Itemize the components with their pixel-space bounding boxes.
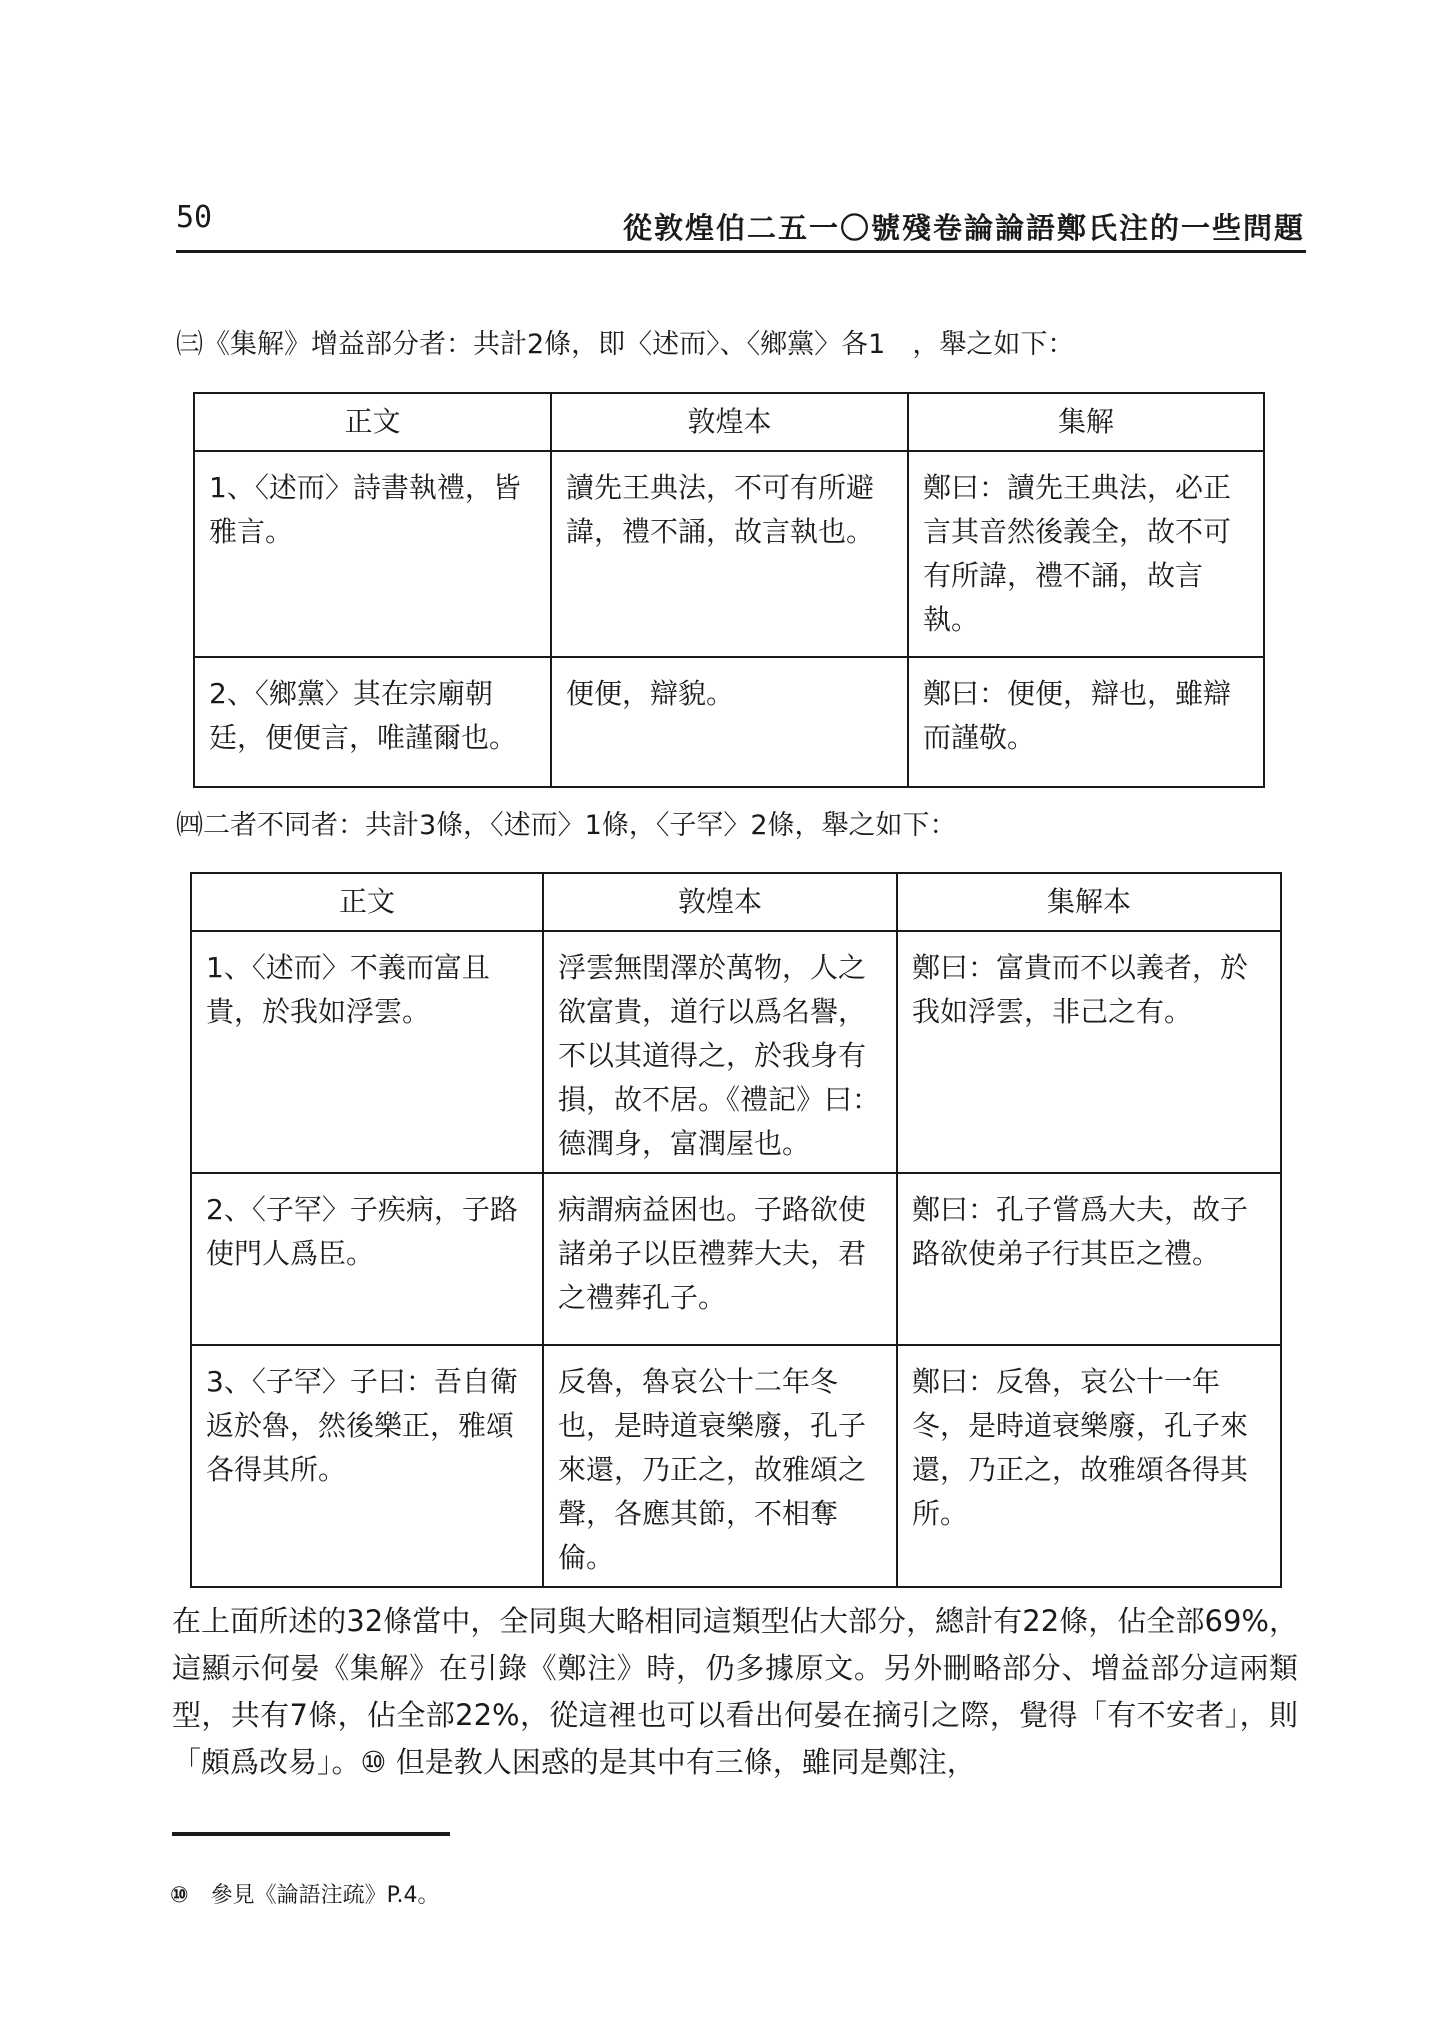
- column-header-jijie: 集解: [908, 393, 1264, 451]
- table-row: [191, 931, 1281, 1173]
- column-header-text: 正文: [191, 873, 543, 931]
- cell-text: 2、〈子罕〉子疾病，子路使門人爲臣。: [191, 1173, 543, 1345]
- table-row: [194, 657, 1264, 787]
- column-header-dunhuang: 敦煌本: [551, 393, 908, 451]
- cell-jijie: 鄭曰：讀先王典法，必正言其音然後義全，故不可有所諱，禮不誦，故言執。: [908, 451, 1264, 657]
- cell-dunhuang: 反魯，魯哀公十二年冬也，是時道衰樂廢，孔子來還，乃正之，故雅頌之聲，各應其節，不相奪倫。: [543, 1345, 897, 1587]
- footnote-mark: ⑩: [170, 1883, 189, 1908]
- cell-text: 3、〈子罕〉子曰：吾自衛返於魯，然後樂正，雅頌各得其所。: [191, 1345, 543, 1587]
- cell-text: 1、〈述而〉詩書執禮，皆雅言。: [194, 451, 551, 657]
- cell-dunhuang: 讀先王典法，不可有所避諱，禮不誦，故言執也。: [551, 451, 908, 657]
- table-header-row: [194, 393, 1264, 451]
- cell-dunhuang: 浮雲無閏澤於萬物，人之欲富貴，道行以爲名譽，不以其道得之，於我身有損，故不居。《禮記》曰：德潤身，富潤屋也。: [543, 931, 897, 1173]
- footnote-rule: [172, 1832, 450, 1836]
- column-header-text: 正文: [194, 393, 551, 451]
- table-row: [191, 1345, 1281, 1587]
- table-header-row: [191, 873, 1281, 931]
- footnote-text: 參見《論語注疏》P.4。: [210, 1883, 440, 1908]
- cell-text: 1、〈述而〉不義而富且貴，於我如浮雲。: [191, 931, 543, 1173]
- table-row: [191, 1173, 1281, 1345]
- footnote: [170, 1878, 439, 1909]
- running-title: 從敦煌伯二五一〇號殘卷論論語鄭氏注的一些問題: [622, 211, 1305, 245]
- table-differing-entries: [190, 872, 1282, 1588]
- cell-jijie: 鄭曰：反魯，哀公十一年冬，是時道衰樂廢，孔子來還，乃正之，故雅頌各得其所。: [897, 1345, 1281, 1587]
- cell-dunhuang: 病謂病益困也。子路欲使諸弟子以臣禮葬大夫，君之禮葬孔子。: [543, 1173, 897, 1345]
- cell-jijie: 鄭曰：富貴而不以義者，於我如浮雲，非己之有。: [897, 931, 1281, 1173]
- section-4-heading: ㈣二者不同者：共計3條，〈述而〉1條，〈子罕〉2條，舉之如下：: [176, 810, 957, 841]
- page-number: 50: [176, 200, 213, 235]
- table-row: [194, 451, 1264, 657]
- table-augmented-entries: [193, 392, 1265, 788]
- cell-text: 2、〈鄉黨〉其在宗廟朝廷，便便言，唯謹爾也。: [194, 657, 551, 787]
- cell-jijie: 鄭曰：便便，辯也，雖辯而謹敬。: [908, 657, 1264, 787]
- column-header-jijie: 集解本: [897, 873, 1281, 931]
- header-rule: [176, 250, 1306, 253]
- section-3-heading: ㈢《集解》增益部分者：共計2條，即〈述而〉、〈鄉黨〉各1 ，舉之如下：: [176, 329, 1075, 360]
- column-header-dunhuang: 敦煌本: [543, 873, 897, 931]
- body-paragraph: 在上面所述的32條當中，全同與大略相同這類型佔大部分，總計有22條，佔全部69%，這顯示何晏《集解》在引錄《鄭注》時，仍多據原文。另外刪略部分、增益部分這兩類型，共有7條，佔全部22%，從這裡也可以看出何晏在摘引之際，覺得「有不安者」，則「頗爲改易」。⑩ 但是教人困惑的是其中有三條，雖同是鄭注，: [172, 1604, 1298, 1779]
- cell-dunhuang: 便便，辯貌。: [551, 657, 908, 787]
- cell-jijie: 鄭曰：孔子嘗爲大夫，故子路欲使弟子行其臣之禮。: [897, 1173, 1281, 1345]
